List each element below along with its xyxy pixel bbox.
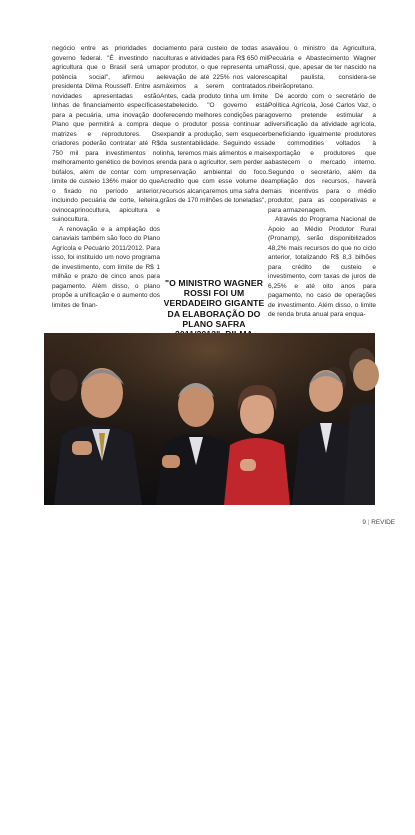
paragraph: Através do Programa Nacional de Apoio ao Médio Produtor Rural (Pronamp), serão disponibilizados 48,2% mais recursos do que no ciclo anterior, totalizando R$ 8,3 bilhões para crédito de custeio e investimento, com taxas de juros de 6,25% e até oito anos para pagamento, no caso de operações de investimento. Além disso, o limite de renda bruta anual para enqua-	[268, 216, 376, 318]
footer-separator: |	[367, 519, 370, 526]
text-column-1	[52, 44, 160, 310]
text-column-3	[268, 44, 376, 320]
paragraph: negócio entre as prioridades do governo federal. "É investindo na agricultura que o Brasil será uma potência social", afirmou a presidenta Dilma Rousseff. Entre as novidades apresentadas estão linhas de financiamento específicas para a pecuária, uma inovação do Plano que permitirá a compra de matrizes e reprodutores. Os criadores poderão contratar até R$ 750 mil para investimentos no melhoramento genético de bovinos e búfalos, além de contar com um limite de custeio 136% maior do que o fixado no período anterior, incluindo pecuária de corte, leiteira, ovinocaprinocultura, apicultura e suinocultura.	[52, 45, 160, 223]
magazine-name: REVIDE	[371, 519, 395, 526]
paragraph: avaliou o ministro da Agricultura, Pecuária e Abastecimento Wagner Rossi, que, apesar de ter nascido na capital paulista, considera-se ribeirãopretano.	[268, 45, 376, 90]
page-footer	[362, 519, 395, 526]
text-column-2	[160, 44, 268, 206]
photo-illustration	[44, 333, 375, 505]
paragraph: De acordo com o secretário de Política Agrícola, José Carlos Vaz, o governo pretende estimular a diversificação da atividade agrícola, beneficiando igualmente produtores de commodities voltados à exportação e produtores que abastecem o mercado interno. Segundo o secretário, além da ampliação dos recursos, haverá mais incentivos para o médio produtor, para as cooperativas e para armazenagem.	[268, 92, 376, 214]
photo-caption: Wagner Rossi, Michel Temer, Dilma Rousseff e Geraldo Alckmin discursaram no evento	[267, 799, 327, 835]
paragraph: A renovação e a ampliação dos canaviais também são foco do Plano Agrícola e Pecuário 2011/2012. Para isso, foi instituído um novo programa de investimento, com limite de R$ 1 milhão e prazo de cinco anos para pagamento. Além disso, o plano propõe a unificação e o aumento dos limites de finan-	[52, 225, 160, 309]
page-number: 9	[362, 519, 366, 526]
paragraph: ciamento para custeio de todas as culturas e atividades para R$ 650 mil por produtor, o que representa uma elevação de até 225% nos valores máximos a serem contratados. Antes, cada produto tinha um limite estabelecido. "O governo está oferecendo melhores condições para que o produtor possa continuar a expandir a produção, sem esquecer da sustentabilidade. Seguindo essa linha, teremos mais alimentos e mais renda para o agricultor, sem perder a preservação ambiental do foco. Acredito que com esse volume de recursos alcançaremos uma safra de grãos de 170 milhões de toneladas",	[160, 45, 268, 204]
pull-quote: "O MINISTRO WAGNER ROSSI FOI UM VERDADEIRO GIGANTE DA ELABORAÇÃO DO PLANO SAFRA	[163, 278, 265, 329]
event-photo	[44, 333, 375, 835]
